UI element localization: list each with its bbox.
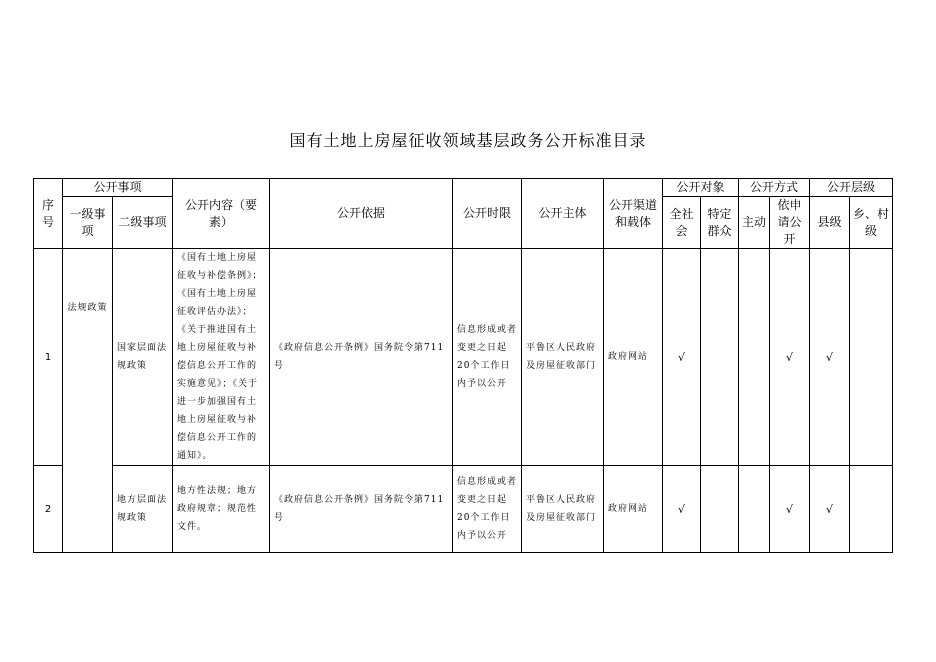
row-content: 《国有土地上房屋征收与补偿条例》；《国有土地上房屋征收评估办法》；《关于推进国有土地上房屋征收与补偿信息公开工作的实施意见》；《关于进一步加强国有土地上房屋征收与补偿信息公开工作的通知》。 bbox=[173, 249, 270, 466]
row-time-limit: 信息形成或者变更之日起20个工作日内予以公开 bbox=[453, 249, 522, 466]
catalog-table bbox=[33, 178, 893, 553]
level1-cell bbox=[63, 249, 113, 553]
header-channel: 公开渠道和载体 bbox=[604, 179, 663, 249]
table-row bbox=[34, 249, 893, 466]
row-time-limit: 信息形成或者变更之日起20个工作日内予以公开 bbox=[453, 466, 522, 553]
header-audience-all: 全社会 bbox=[663, 197, 701, 249]
row-tier-county: √ bbox=[810, 466, 850, 553]
header-time-limit: 公开时限 bbox=[453, 179, 522, 249]
row-tier-township bbox=[850, 249, 893, 466]
header-row-1 bbox=[34, 179, 893, 197]
row-mode-active bbox=[739, 249, 770, 466]
header-seq: 序号 bbox=[34, 179, 63, 249]
row-audience-all: √ bbox=[663, 249, 701, 466]
row-seq: 2 bbox=[34, 466, 63, 553]
header-mode-active: 主动 bbox=[739, 197, 770, 249]
header-basis: 公开依据 bbox=[270, 179, 453, 249]
row-level2: 国家层面法规政策 bbox=[113, 249, 173, 466]
row-channel: 政府网站 bbox=[604, 466, 663, 553]
row-tier-county: √ bbox=[810, 249, 850, 466]
header-tier-township: 乡、村级 bbox=[850, 197, 893, 249]
header-tier-county: 县级 bbox=[810, 197, 850, 249]
header-audience-group: 公开对象 bbox=[663, 179, 739, 197]
row-audience-all: √ bbox=[663, 466, 701, 553]
level1-label: 法规政策 bbox=[67, 303, 108, 313]
row-mode-active bbox=[739, 466, 770, 553]
row-channel: 政府网站 bbox=[604, 249, 663, 466]
header-content: 公开内容（要素） bbox=[173, 179, 270, 249]
row-basis: 《政府信息公开条例》国务院令第711号 bbox=[270, 466, 453, 553]
header-level2: 二级事项 bbox=[113, 197, 173, 249]
row-mode-request: √ bbox=[770, 249, 810, 466]
row-basis: 《政府信息公开条例》国务院令第711号 bbox=[270, 249, 453, 466]
header-level1: 一级事项 bbox=[63, 197, 113, 249]
header-items-group: 公开事项 bbox=[63, 179, 173, 197]
row-subject: 平鲁区人民政府及房屋征收部门 bbox=[522, 249, 604, 466]
header-mode-group: 公开方式 bbox=[739, 179, 810, 197]
row-subject: 平鲁区人民政府及房屋征收部门 bbox=[522, 466, 604, 553]
row-content: 地方性法规；地方政府规章；规范性文件。 bbox=[173, 466, 270, 553]
row-tier-township bbox=[850, 466, 893, 553]
row-seq: 1 bbox=[34, 249, 63, 466]
header-subject: 公开主体 bbox=[522, 179, 604, 249]
row-audience-specific bbox=[701, 466, 739, 553]
header-tier-group: 公开层级 bbox=[810, 179, 893, 197]
header-mode-request: 依申请公开 bbox=[770, 197, 810, 249]
row-mode-request: √ bbox=[770, 466, 810, 553]
header-audience-specific: 特定群众 bbox=[701, 197, 739, 249]
table-row bbox=[34, 466, 893, 553]
row-audience-specific bbox=[701, 249, 739, 466]
row-level2: 地方层面法规政策 bbox=[113, 466, 173, 553]
page-title: 国有土地上房屋征收领域基层政务公开标准目录 bbox=[289, 131, 647, 150]
